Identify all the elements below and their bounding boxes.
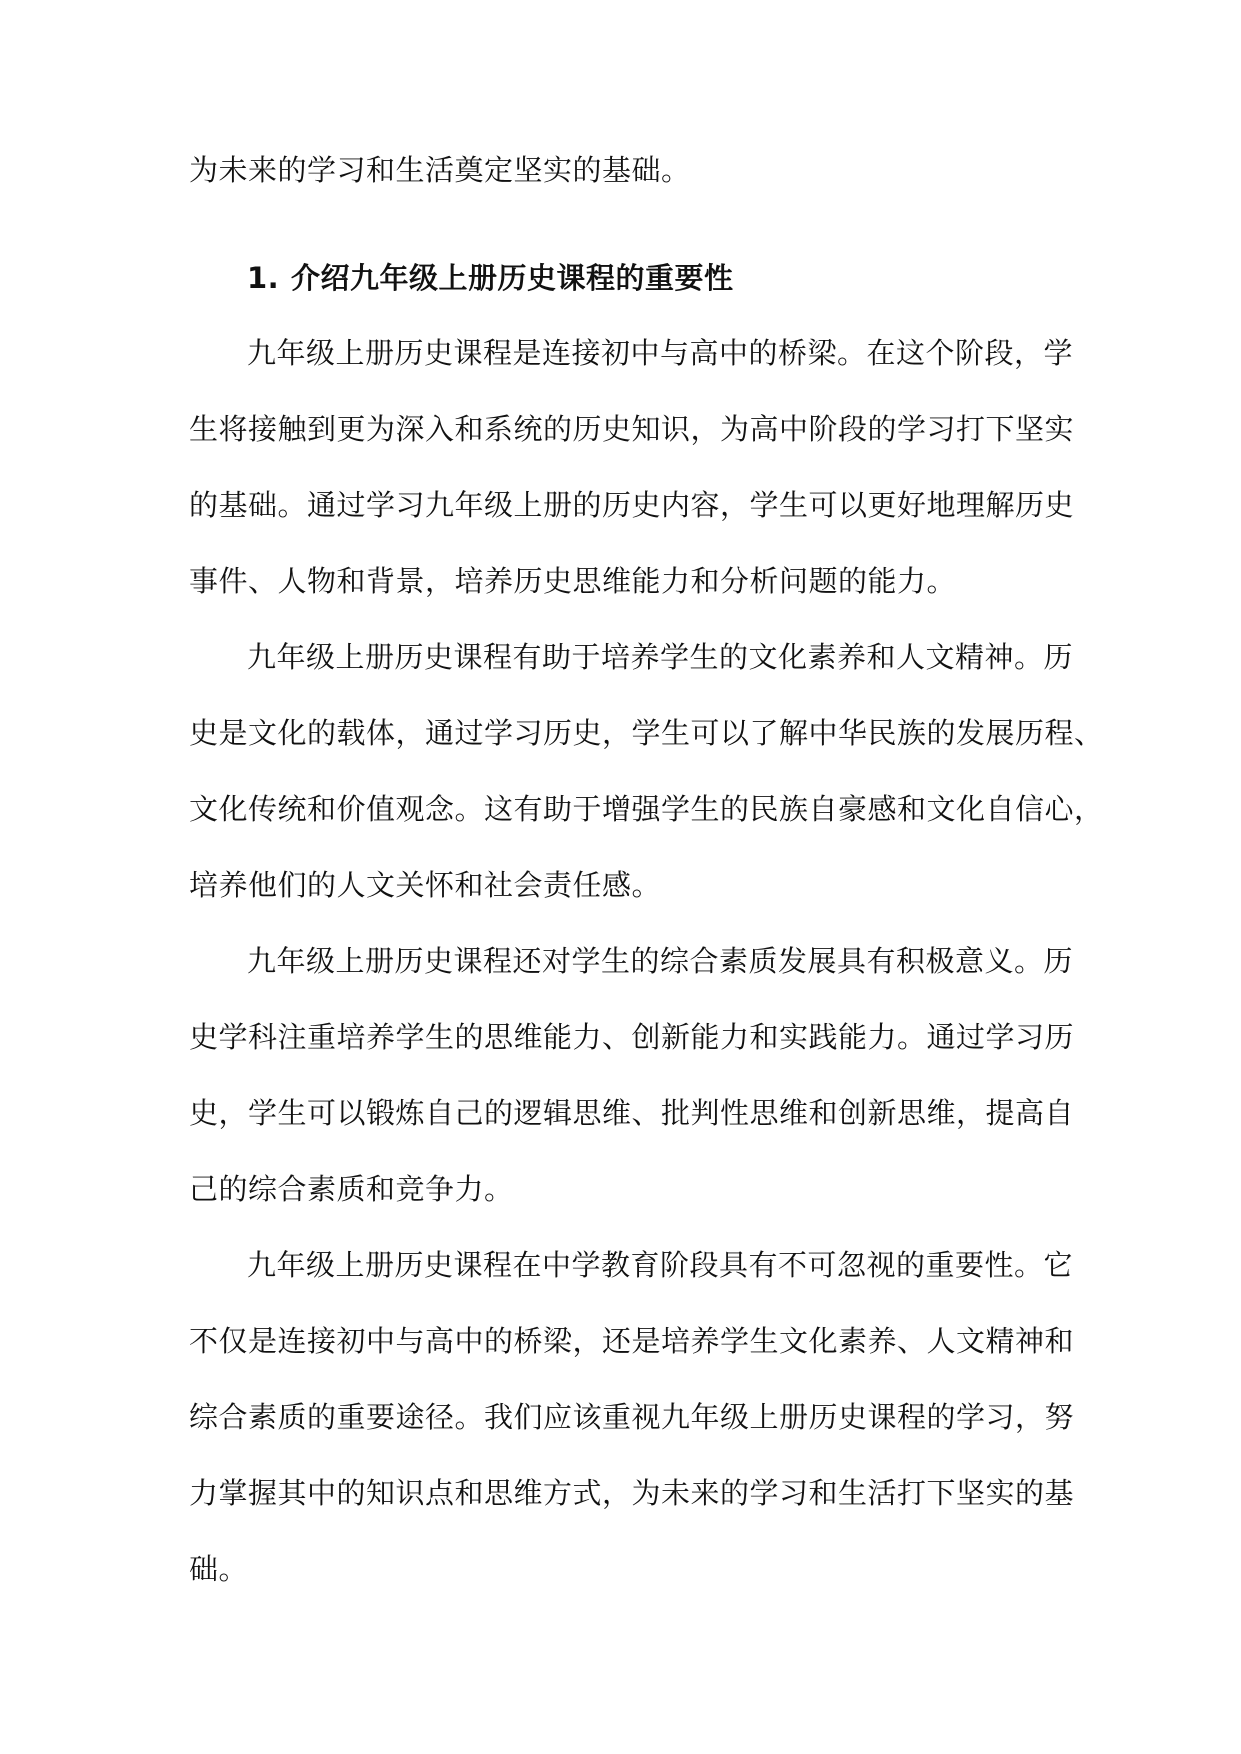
paragraph-line: 生将接触到更为深入和系统的历史知识，为高中阶段的学习打下坚实	[189, 412, 1075, 446]
paragraph-line: 的基础。通过学习九年级上册的历史内容，学生可以更好地理解历史	[189, 488, 1075, 522]
paragraph-line: 事件、人物和背景，培养历史思维能力和分析问题的能力。	[189, 564, 957, 598]
paragraph-line: 九年级上册历史课程在中学教育阶段具有不可忽视的重要性。它	[247, 1248, 1074, 1282]
paragraph-line: 础。	[189, 1552, 249, 1586]
paragraph-line: 综合素质的重要途径。我们应该重视九年级上册历史课程的学习，努	[189, 1400, 1075, 1434]
paragraph-line: 史学科注重培养学生的思维能力、创新能力和实践能力。通过学习历	[189, 1020, 1075, 1054]
paragraph-line: 培养他们的人文关怀和社会责任感。	[189, 868, 662, 902]
paragraph-line: 九年级上册历史课程是连接初中与高中的桥梁。在这个阶段，学	[247, 336, 1074, 370]
paragraph-line: 九年级上册历史课程还对学生的综合素质发展具有积极意义。历	[247, 944, 1074, 978]
paragraph-line: 史是文化的载体，通过学习历史，学生可以了解中华民族的发展历程、	[189, 716, 1104, 750]
paragraph-line: 史，学生可以锻炼自己的逻辑思维、批判性思维和创新思维，提高自	[189, 1096, 1075, 1130]
paragraph-line: 九年级上册历史课程有助于培养学生的文化素养和人文精神。历	[247, 640, 1074, 674]
paragraph-line: 不仅是连接初中与高中的桥梁，还是培养学生文化素养、人文精神和	[189, 1324, 1075, 1358]
section-title: 介绍九年级上册历史课程的重要性	[291, 261, 734, 295]
paragraph-line: 己的综合素质和竞争力。	[189, 1172, 514, 1206]
section-heading	[247, 258, 734, 298]
section-number: 1.	[247, 261, 280, 295]
paragraph-line: 文化传统和价值观念。这有助于增强学生的民族自豪感和文化自信心，	[189, 792, 1104, 826]
paragraph-line: 力掌握其中的知识点和思维方式，为未来的学习和生活打下坚实的基	[189, 1476, 1075, 1510]
intro-tail-line: 为未来的学习和生活奠定坚实的基础。	[189, 153, 691, 187]
